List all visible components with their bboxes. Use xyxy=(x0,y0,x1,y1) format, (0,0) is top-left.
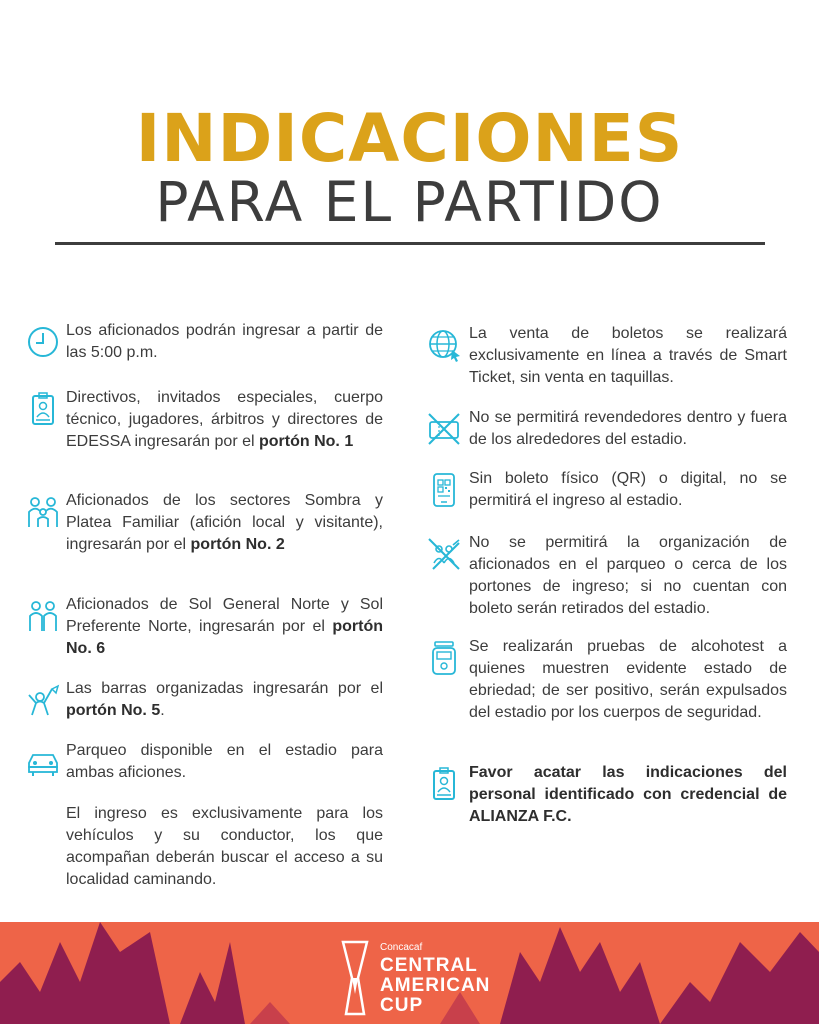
brand-line-1: CENTRAL xyxy=(380,955,478,976)
page-subtitle: PARA EL PARTIDO xyxy=(155,170,664,234)
instruction-text-part: Parqueo disponible en el estadio para ambas aficiones. xyxy=(66,742,383,781)
instruction-text-part: La venta de boletos se realizará exclusivamente en línea a través de Smart Ticket, sin venta en taquillas. xyxy=(469,325,787,386)
no-ticket-icon xyxy=(427,412,461,446)
phone-qr-icon xyxy=(427,473,461,507)
trophy-icon xyxy=(340,938,370,1018)
instruction-text-part: No se permitirá la organización de aficionados en el parqueo o cerca de los portones de ingreso; si no cuentan con boleto serán retirados del estadio. xyxy=(469,534,787,617)
instruction-text xyxy=(66,320,383,364)
instruction-text xyxy=(66,803,383,891)
instruction-text-bold: portón No. 1 xyxy=(259,433,354,450)
instruction-text xyxy=(469,636,787,724)
instruction-text-bold: portón No. 2 xyxy=(190,536,285,553)
no-crowd-icon xyxy=(427,537,461,571)
instruction-text-bold: portón No. 5 xyxy=(66,702,161,719)
fan-flag-icon xyxy=(26,683,60,717)
instruction-text-bold: portón No. 6 xyxy=(66,618,383,657)
id-badge-icon xyxy=(427,767,461,801)
clock-icon xyxy=(26,325,60,359)
id-badge-icon xyxy=(26,392,60,426)
instruction-text-part: Las barras organizadas ingresarán por el xyxy=(66,680,383,697)
instruction-text-part: Se realizarán pruebas de alcohotest a quienes muestren evidente estado de ebriedad; de ser positivo, serán expulsados del estadio por los cuerpos de seguridad. xyxy=(469,638,787,721)
people-icon xyxy=(26,599,60,633)
title-divider xyxy=(55,242,765,245)
instruction-text-part: Los aficionados podrán ingresar a partir de las 5:00 p.m. xyxy=(66,322,383,361)
breathalyzer-icon xyxy=(427,641,461,675)
footer-banner xyxy=(0,922,819,1024)
brand-line-3: CUP xyxy=(380,995,424,1016)
instruction-text xyxy=(469,468,787,512)
instruction-text-part: El ingreso es exclusivamente para los vehículos y su conductor, los que acompañan deberán buscar el acceso a su localidad caminando. xyxy=(66,805,383,888)
instruction-text-part: Aficionados de Sol General Norte y Sol Preferente Norte, ingresarán por el xyxy=(66,596,383,635)
instruction-text-part: No se permitirá revendedores dentro y fuera de los alrededores del estadio. xyxy=(469,409,787,448)
instruction-text xyxy=(66,740,383,784)
instruction-text xyxy=(66,387,383,453)
instruction-text xyxy=(469,762,787,828)
instruction-text xyxy=(469,407,787,451)
page-title: INDICACIONES xyxy=(135,100,684,177)
instruction-text-part: Aficionados de los sectores Sombra y Platea Familiar (afición local y visitante), ingresarán por el xyxy=(66,492,383,553)
globe-icon xyxy=(427,328,461,362)
instruction-text-part: Directivos, invitados especiales, cuerpo técnico, jugadores, árbitros y directores de EDESSA ingresarán por el xyxy=(66,389,383,450)
instruction-text xyxy=(469,532,787,620)
family-icon xyxy=(26,495,60,529)
brand-line-2: AMERICAN xyxy=(380,975,491,996)
concacaf-logo xyxy=(340,936,500,1020)
instruction-text xyxy=(66,594,383,660)
instruction-text xyxy=(469,323,787,389)
car-icon xyxy=(26,745,60,779)
instruction-text-part: . xyxy=(160,702,165,719)
instruction-text xyxy=(66,490,383,556)
instruction-text-part: Sin boleto físico (QR) o digital, no se permitirá el ingreso al estadio. xyxy=(469,470,787,509)
brand-small: Concacaf xyxy=(380,942,423,953)
instruction-text xyxy=(66,678,383,722)
instruction-text-bold: Favor acatar las indicaciones del personal identificado con credencial de ALIANZA F.C. xyxy=(469,764,787,825)
